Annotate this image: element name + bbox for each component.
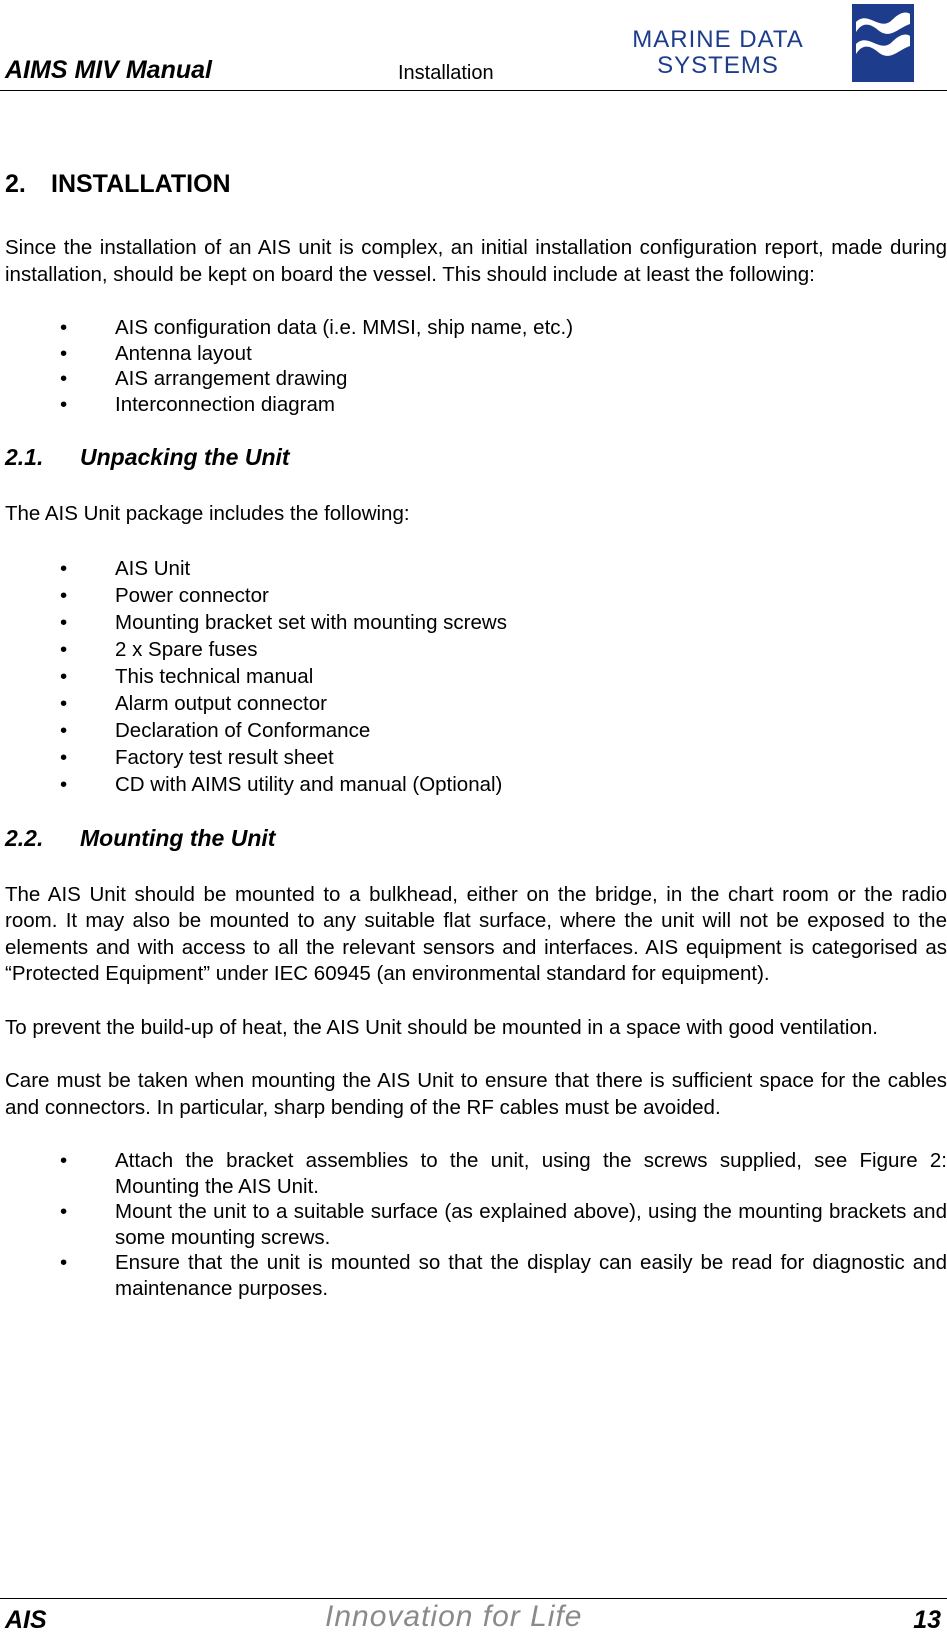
list-item: • Power connector: [60, 583, 269, 607]
list-item: • AIS Unit: [60, 556, 191, 580]
section-number: 2.: [5, 170, 26, 198]
logo-text-line1: MARINE DATA: [632, 26, 804, 53]
subsection-number: 2.2.: [5, 824, 44, 851]
page-header: [0, 0, 947, 92]
bullet: •: [60, 556, 68, 580]
unpacking-intro-paragraph: The AIS Unit package includes the following:: [5, 502, 410, 525]
section-intro-paragraph: Since the installation of an AIS unit is complex, an initial installation configuration report, made during installation, should be kept on board the vessel. This should include at least the following:: [5, 236, 947, 286]
bullet: •: [60, 664, 68, 688]
subsection-number: 2.1.: [5, 444, 44, 470]
logo-text-line2: SYSTEMS: [657, 52, 779, 79]
list-item: • Mounting bracket set with mounting screws: [60, 610, 507, 634]
list-item: • Ensure that the unit is mounted so that the display can easily be read for diagnostic and maintenance purposes.: [60, 1251, 947, 1300]
company-logo: [632, 4, 914, 84]
bullet: •: [60, 772, 68, 796]
mounting-paragraph-2: To prevent the build-up of heat, the AIS Unit should be mounted in a space with good ventilation.: [5, 1015, 878, 1039]
mounting-paragraph-1: The AIS Unit should be mounted to a bulkhead, either on the bridge, in the chart room or the radio room. It may also be mounted to any suitable flat surface, where the unit will not be exposed to the elements and with access to all the relevant sensors and interfaces. AIS equipment is categorised as “Protected Equipment” under IEC 60945 (an environmental standard for equipment).: [5, 882, 947, 985]
bullet: •: [60, 316, 68, 339]
bullet: •: [60, 1200, 68, 1223]
bullet: •: [60, 637, 68, 661]
list-item: • Alarm output connector: [60, 691, 327, 715]
bullet: •: [60, 1251, 68, 1274]
bullet: •: [60, 367, 68, 390]
subsection-title: Unpacking the Unit: [80, 444, 290, 470]
list-item: • 2 x Spare fuses: [60, 637, 258, 661]
list-item: • Attach the bracket assemblies to the unit, using the screws supplied, see Figure 2: Mounting the AIS Unit.: [60, 1149, 947, 1198]
bullet: •: [60, 718, 68, 742]
list-item: • Antenna layout: [60, 341, 252, 365]
document-title: AIMS MIV Manual: [5, 56, 212, 84]
list-item: • Declaration of Conformance: [60, 718, 371, 742]
page-content: [5, 170, 947, 1328]
report-contents-list: [5, 315, 947, 417]
bullet: •: [60, 341, 68, 365]
wave-logo-icon: [852, 4, 914, 82]
subsection-heading-unpacking: [5, 444, 947, 471]
bullet: •: [60, 610, 68, 634]
list-item: • AIS arrangement drawing: [60, 367, 348, 390]
section-heading: [5, 170, 947, 199]
header-divider: [0, 90, 947, 91]
package-contents-list: [5, 555, 947, 798]
bullet: •: [60, 745, 68, 769]
list-item: • CD with AIMS utility and manual (Optional): [60, 772, 503, 796]
subsection-heading-mounting: [5, 825, 947, 852]
list-item: • Interconnection diagram: [60, 392, 335, 416]
bullet: •: [60, 1149, 68, 1172]
bullet: •: [60, 583, 68, 607]
footer-product-label: AIS: [5, 1606, 47, 1634]
header-section-name: Installation: [398, 62, 494, 84]
page-number: 13: [913, 1606, 941, 1634]
bullet: •: [60, 691, 68, 715]
footer-tagline: Innovation for Life: [325, 1600, 583, 1633]
list-item: • This technical manual: [60, 664, 314, 688]
subsection-title: Mounting the Unit: [80, 824, 276, 851]
footer-divider: [0, 1598, 947, 1599]
mounting-paragraph-3: Care must be taken when mounting the AIS Unit to ensure that there is sufficient space for the cables and connectors. In particular, sharp bending of the RF cables must be avoided.: [5, 1069, 947, 1119]
section-title: INSTALLATION: [51, 170, 231, 198]
list-item: • Mount the unit to a suitable surface (as explained above), using the mounting brackets and some mounting screws.: [60, 1200, 947, 1249]
bullet: •: [60, 392, 68, 416]
list-item: • Factory test result sheet: [60, 745, 334, 769]
list-item: • AIS configuration data (i.e. MMSI, ship name, etc.): [60, 316, 574, 339]
mounting-steps-list: [5, 1148, 947, 1301]
